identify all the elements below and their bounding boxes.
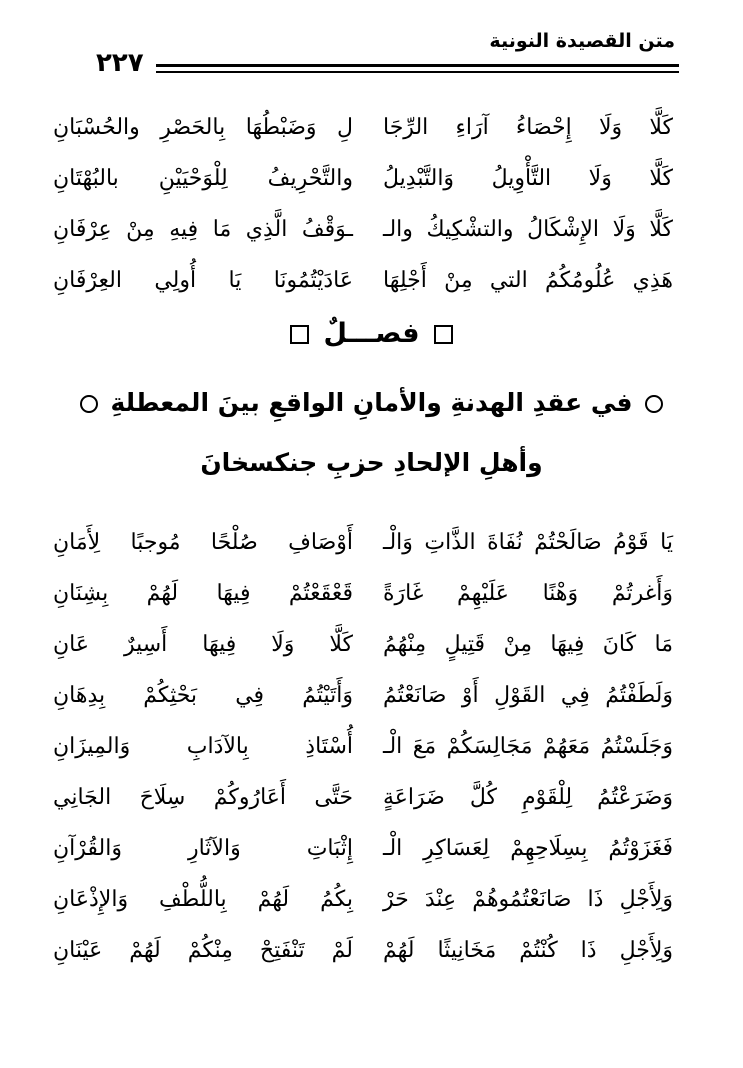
header-rule-thick <box>156 64 679 67</box>
verse-first-hemistich: فَغَزَوْتُمُ بِسِلَاحِهِمْ لِعَسَاكِرِ الْـ <box>383 836 673 861</box>
verse-line <box>0 872 743 928</box>
section-subtitle-line2: وأهلِ الإلحادِ حزبِ جنكسخانَ <box>200 448 543 477</box>
verse-first-hemistich: وَلِأَجْلِ ذَا كُنْتُمْ مَخَانِيثًا لَهُمْ <box>383 938 673 963</box>
section-subtitle-text: في عقدِ الهدنةِ والأمانِ الواقعِ بينَ المعطلةِ <box>110 388 633 417</box>
verse-line <box>0 617 743 673</box>
verse-line <box>0 770 743 826</box>
verse-second-hemistich: لِ وَضَبْطُهَا بِالحَصْرِ والحُسْبَانِ <box>53 115 353 140</box>
verse-first-hemistich: مَا كَانَ فِيهَا مِنْ قَتِيلٍ مِنْهُمُ <box>383 632 673 657</box>
verse-line <box>0 821 743 877</box>
square-ornament-icon <box>290 325 309 344</box>
verse-line <box>0 566 743 622</box>
section-title: فصـــلٌ <box>323 318 420 349</box>
verse-second-hemistich: وَأَتَيْتُمُ فِي بَحْثِكُمْ بِدِهَانِ <box>53 683 353 708</box>
verse-line <box>0 100 743 156</box>
verse-first-hemistich: هَذِي عُلُومُكُمُ التي مِنْ أَجْلِهَا <box>383 268 673 293</box>
verse-second-hemistich: أُسْتَاذِ بِالآدَابِ وَالمِيزَانِ <box>53 734 353 759</box>
verse-second-hemistich: عَادَيْتُمُونَا يَا أُولِي العِرْفَانِ <box>53 268 353 293</box>
verse-second-hemistich: أَوْصَافِ صُلْحًا مُوجبًا لِأَمَانِ <box>53 530 353 555</box>
section-heading <box>0 318 743 349</box>
verse-line <box>0 719 743 775</box>
verse-second-hemistich: ـوَقْفُ الَّذِي مَا فِيهِ مِنْ عِرْفَانِ <box>53 217 353 242</box>
verse-line <box>0 515 743 571</box>
verse-first-hemistich: كَلَّا وَلَا الإِشْكَالُ والتشْكِيكُ والـ <box>383 217 673 242</box>
verse-second-hemistich: إِثْبَاتِ وَالآثَارِ وَالقُرْآنِ <box>53 836 353 861</box>
verse-second-hemistich: حَتَّى أَعَارُوكُمْ سِلَاحَ الجَانِي <box>53 785 353 810</box>
square-ornament-icon <box>434 325 453 344</box>
verse-first-hemistich: يَا قَوْمُ صَالَحْتُمْ نُفَاةَ الذَّاتِ وَالْـ <box>383 530 673 555</box>
verse-first-hemistich: وَأَغرتُمْ وَهْنًا عَلَيْهِمْ غَارَةً <box>383 581 673 606</box>
verse-line <box>0 253 743 309</box>
verse-line <box>0 923 743 979</box>
verse-line <box>0 151 743 207</box>
verse-first-hemistich: وَضَرَعْتُمُ لِلْقَوْمِ كُلَّ ضَرَاعَةٍ <box>383 785 673 810</box>
verse-first-hemistich: كَلَّا وَلَا إِحْصَاءُ آرَاءِ الرِّجَا <box>383 115 673 140</box>
verse-first-hemistich: وَجَلَسْتُمُ مَعَهُمْ مَجَالِسَكُمْ مَعَ الْـ <box>383 734 673 759</box>
page-number: ٢٢٧ <box>96 48 144 78</box>
verse-second-hemistich: لَمْ تَنْفَتِحْ مِنْكُمْ لَهُمْ عَيْنَانِ <box>53 938 353 963</box>
verse-first-hemistich: وَلَطَفْتُمُ فِي القَوْلِ أَوْ صَانَعْتُمُ <box>383 683 673 708</box>
running-title: متن القصيدة النونية <box>489 30 675 52</box>
verse-second-hemistich: بِكُمُ لَهُمْ بِاللُّطْفِ وَالإِذْعَانِ <box>53 887 353 912</box>
verse-first-hemistich: وَلِأَجْلِ ذَا صَانَعْتُمُوهُمْ عِنْدَ حَرْ <box>383 887 673 912</box>
verse-second-hemistich: والتَّحْرِيفُ لِلْوَحْيَيْنِ بالبُهْتَانِ <box>53 166 353 191</box>
circle-ornament-icon <box>80 395 98 413</box>
verse-line <box>0 668 743 724</box>
header-rule-thin <box>156 71 679 73</box>
circle-ornament-icon <box>645 395 663 413</box>
verse-first-hemistich: كَلَّا وَلَا التَّأْوِيلُ وَالتَّبْدِيلُ <box>383 166 673 191</box>
verse-line <box>0 202 743 258</box>
verse-second-hemistich: قَعْقَعْتُمْ فِيهَا لَهُمْ بِشِنَانِ <box>53 581 353 606</box>
verse-second-hemistich: كَلَّا وَلَا فِيهَا أَسِيرٌ عَانِ <box>53 632 353 657</box>
section-subtitle-line1 <box>0 388 743 417</box>
